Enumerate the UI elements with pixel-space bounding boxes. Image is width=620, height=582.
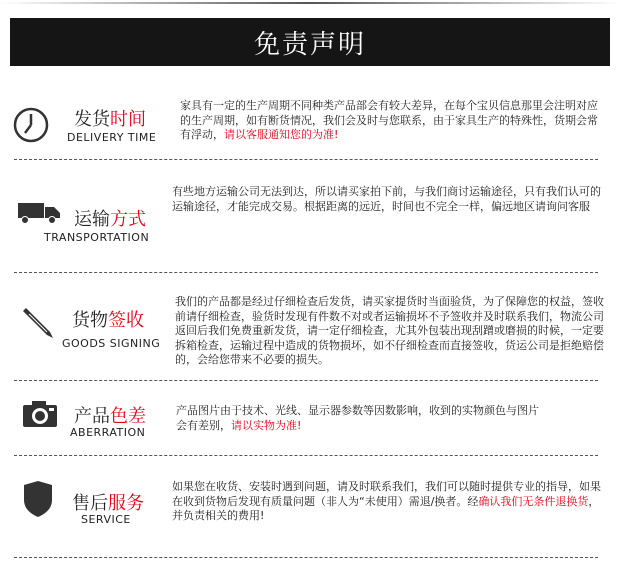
divider [14,557,598,558]
truck-icon [18,201,62,225]
section-title: 产品色差 [74,406,146,427]
divider [14,159,598,160]
header-band [10,18,610,66]
section-text: 如果您在收货、安装时遇到问题，请及时联系我们，我们可以随时提供专业的指导，如果在收到货物后发现有质量问题（非人为“未使用）需退/换者。经确认我们无条件退换货，并负责相关的费用! [172,480,601,522]
camera-icon [22,399,58,429]
section-subtitle: ABERRATION [70,426,146,439]
section-text: 产品图片由于技术、光线、显示器参数等因数影响，收到的实物颜色与图片会有差别，请以实物为准! [176,404,539,432]
section-title: 运输方式 [74,209,146,230]
pen-icon [20,304,56,338]
divider [14,455,598,456]
section-title: 货物签收 [72,310,144,331]
divider [14,380,598,381]
section-title: 发货时间 [74,109,146,130]
shield-icon [23,480,53,518]
section-subtitle: TRANSPORTATION [44,231,150,244]
section-title: 售后服务 [72,493,144,514]
section-text: 我们的产品都是经过仔细检查后发货，请买家提货时当面验货，为了保障您的权益，签收前请仔细检查，验货时发现有件数不对或者运输损坏不予签收并及时联系我们，物流公司返回后我们免费重新发货，请一定仔细检查，尤其外包装出现刮蹭或磨损的时候，一定要拆箱检查，运输过程中造成的货物损坏，如不仔细检查而直接签收，货运公司是拒绝赔偿的，会给您带来不必要的损失。 [175,295,604,366]
section-text: 家具有一定的生产周期不同种类产品部会有较大差异，在每个宝贝信息那里会注明对应的生产周期，如有断货情况，我们会及时与您联系，由于家具生产的特殊性，货期会常有浮动，请以客服通知您的为准! [180,99,598,141]
section-subtitle: GOODS SIGNING [62,337,161,350]
section-subtitle: SERVICE [81,513,131,526]
divider [14,272,598,273]
section-text: 有些地方运输公司无法到达，所以请买家拍下前，与我们商讨运输途径，只有我们认可的运输途径，才能完成交易。根据距离的远近，时间也不完全一样，偏远地区请询问客服 [172,185,601,213]
section-subtitle: DELIVERY TIME [67,131,157,144]
clock-icon [12,106,50,144]
page-title: 免责声明 [253,29,366,60]
top-gradient-line [0,0,620,10]
